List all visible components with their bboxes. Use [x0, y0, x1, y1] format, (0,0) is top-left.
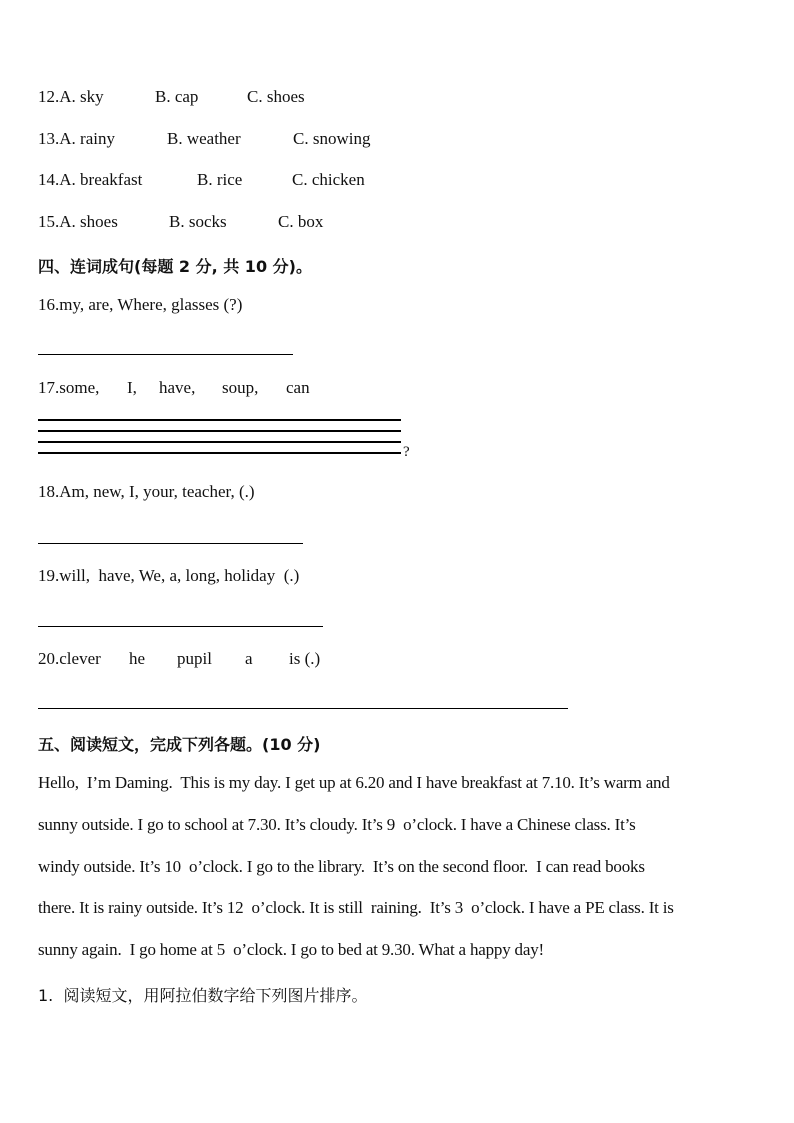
- question-19: [38, 566, 299, 586]
- passage-line: sunny outside. I go to school at 7.30. It’s cloudy. It’s 9 o’clock. I have a Chinese class. It’s: [38, 815, 636, 834]
- option-b: B. socks: [169, 212, 227, 231]
- word: a: [245, 649, 253, 668]
- question-15: [38, 212, 324, 232]
- question-mark: ?: [403, 444, 410, 460]
- option-a: A. rainy: [59, 129, 115, 148]
- passage-line: Hello, I’m Daming. This is my day. I get up at 6.20 and I have breakfast at 7.10. It’s warm and: [38, 773, 670, 792]
- word: is (.): [289, 649, 321, 668]
- question-number: 20.: [38, 649, 60, 668]
- question-16: [38, 295, 242, 315]
- question-number: 16.: [38, 295, 60, 314]
- word: can: [286, 378, 310, 397]
- question-number: 12.: [38, 87, 60, 106]
- word: pupil: [177, 649, 212, 668]
- option-a: A. breakfast: [59, 170, 143, 189]
- question-12: [38, 87, 305, 107]
- option-a: A. sky: [59, 87, 104, 106]
- section-4-title: 四、连词成句(每题 2 分, 共 10 分)。: [38, 257, 312, 276]
- question-20: [38, 649, 321, 669]
- answer-line-17d[interactable]: [38, 452, 401, 454]
- answer-line-17b[interactable]: [38, 430, 401, 432]
- option-c: C. shoes: [247, 87, 305, 106]
- question-number: 15.: [38, 212, 60, 231]
- question-14: [38, 170, 365, 190]
- answer-line-20[interactable]: [38, 708, 568, 709]
- question-18: [38, 482, 255, 502]
- answer-line-17a[interactable]: [38, 419, 401, 421]
- word: have,: [159, 378, 196, 397]
- word: clever: [59, 649, 101, 668]
- task-1-instruction: 1. 阅读短文，用阿拉伯数字给下列图片排序。: [38, 986, 368, 1005]
- word: soup,: [222, 378, 259, 397]
- passage-line: sunny again. I go home at 5 o’clock. I go to bed at 9.30. What a happy day!: [38, 940, 544, 959]
- question-words: my, are, Where, glasses (?): [59, 295, 243, 314]
- option-b: B. rice: [197, 170, 243, 189]
- option-b: B. cap: [155, 87, 199, 106]
- option-c: C. chicken: [292, 170, 365, 189]
- answer-line-18[interactable]: [38, 543, 303, 544]
- question-number: 14.: [38, 170, 60, 189]
- question-number: 17.: [38, 378, 60, 397]
- answer-line-16[interactable]: [38, 354, 293, 355]
- passage-line: there. It is rainy outside. It’s 12 o’clock. It is still raining. It’s 3 o’clock. I have a PE class. It is: [38, 898, 674, 917]
- question-words: Am, new, I, your, teacher, (.): [59, 482, 255, 501]
- question-13: [38, 129, 371, 149]
- answer-line-17c[interactable]: [38, 441, 401, 443]
- question-number: 13.: [38, 129, 60, 148]
- option-c: C. box: [278, 212, 324, 231]
- answer-line-19[interactable]: [38, 626, 323, 627]
- option-b: B. weather: [167, 129, 241, 148]
- option-c: C. snowing: [293, 129, 371, 148]
- question-number: 18.: [38, 482, 60, 501]
- passage-line: windy outside. It’s 10 o’clock. I go to the library. It’s on the second floor. I can read books: [38, 857, 645, 876]
- question-words: will, have, We, a, long, holiday (.): [59, 566, 300, 585]
- word: some,: [59, 378, 100, 397]
- word: he: [129, 649, 146, 668]
- option-a: A. shoes: [59, 212, 118, 231]
- question-17: [38, 378, 310, 398]
- word: I,: [127, 378, 137, 397]
- section-5-title: 五、阅读短文，完成下列各题。(10 分): [38, 735, 321, 754]
- question-number: 19.: [38, 566, 60, 585]
